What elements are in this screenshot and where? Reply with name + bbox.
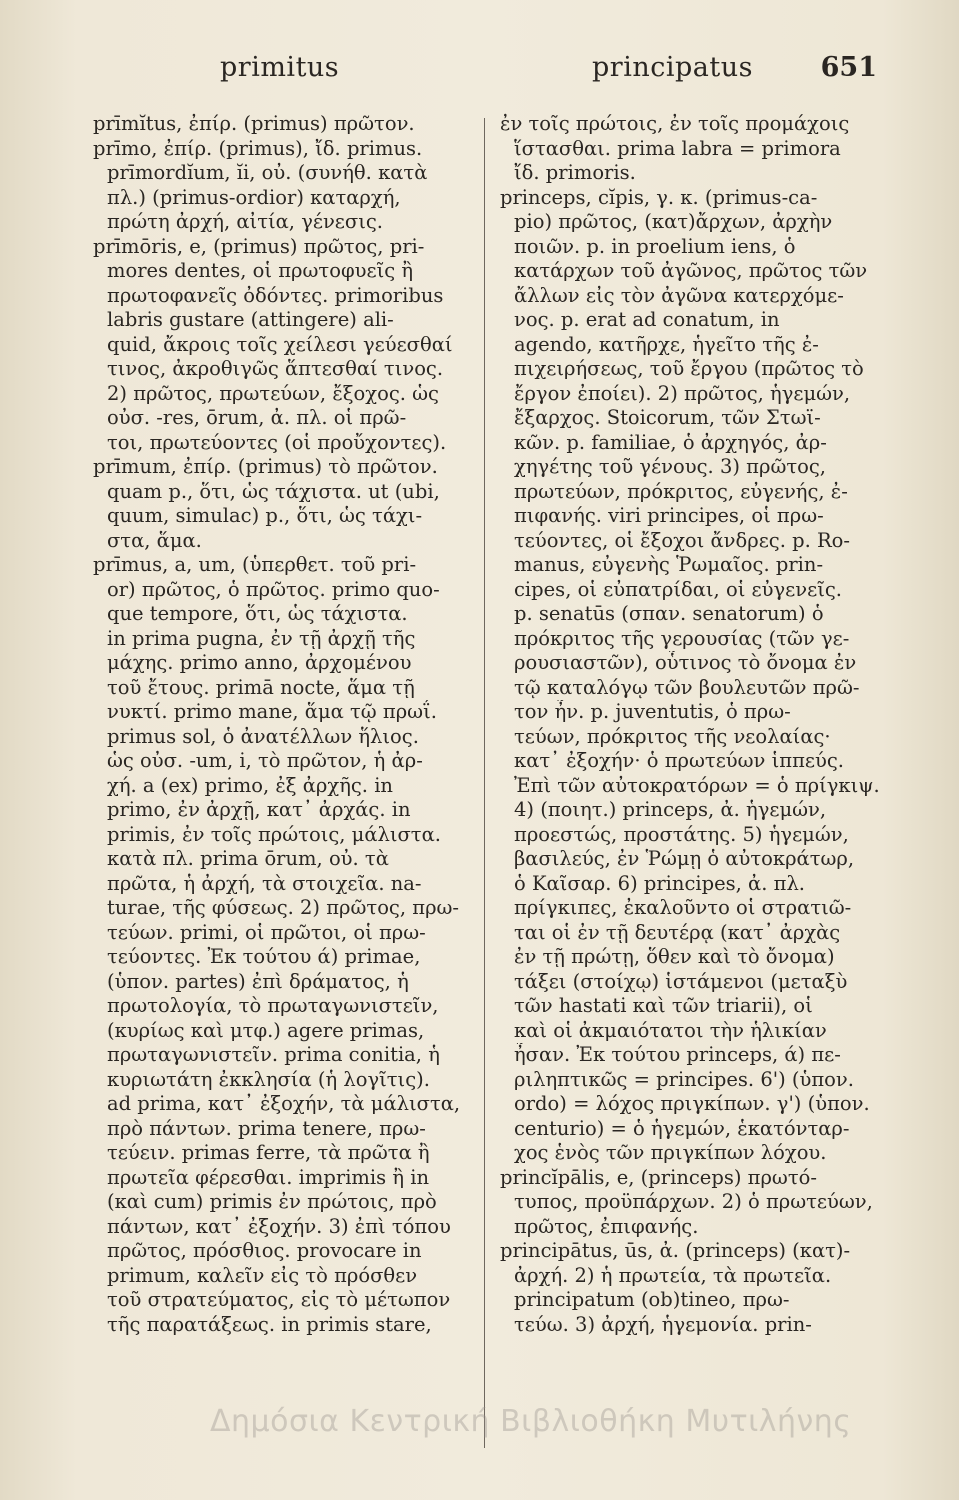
entry-line: πρωτεύων, πρόκριτος, εὐγενής, ἐ- (514, 479, 848, 503)
entry-line: χος ἑνὸς τῶν πριγκίπων λόχου. (514, 1141, 827, 1164)
entry-line: ποιῶν. p. in proelium iens, ὁ (514, 234, 796, 258)
entry-line: p. senatūs (σπαν. senatorum) ὁ (514, 602, 824, 625)
entry-line: κυριωτάτη ἐκκλησία (ἡ λογῖτις). (107, 1067, 430, 1091)
entry-line: primus sol, ὁ ἀνατέλλων ἥλιος. (107, 724, 419, 748)
entry-line: ἔξαρχος. Stoicorum, τῶν Στωϊ- (514, 406, 821, 429)
entry-line: πρωτολογία, τὸ πρωταγωνιστεῖν, (107, 994, 439, 1017)
entry-line: prīmum, ἐπίρ. (primus) τὸ πρῶτον. (93, 455, 438, 478)
entry-line: στα, ἅμα. (107, 528, 202, 552)
entry-line: τυπος, προϋπάρχων. 2) ὁ πρωτεύων, (514, 1190, 873, 1213)
entry-line: τεύοντες. Ἐκ τούτου ά) primae, (107, 945, 421, 968)
header-right-guide-word: principatus (592, 52, 753, 83)
entry-line: labris gustare (attingere) ali- (107, 308, 394, 331)
entry-line: prīmōris, e, (primus) πρῶτος, pri- (93, 234, 425, 258)
entry-line: ται οἱ ἐν τῇ δευτέρᾳ (κατ᾿ ἀρχὰς (514, 920, 841, 944)
entry-line: τοῦ ἔτους. primā nocte, ἅμα τῇ (107, 675, 415, 699)
entry-line: prīmus, a, um, (ὑπερθετ. τοῦ pri- (93, 553, 417, 576)
entry-line: 4) (ποιητ.) princeps, ἀ. ἡγεμών, (514, 798, 827, 821)
entry-line: ὁ Καῖσαρ. 6) principes, ἀ. πλ. (514, 871, 805, 895)
entry-line: quam p., ὅτι, ὡς τάχιστα. ut (ubi, (107, 479, 440, 503)
entry-line: βασιλεύς, ἐν Ῥώμῃ ὁ αὐτοκράτωρ, (514, 847, 855, 870)
entry-line: pio) πρῶτος, (κατ)ἄρχων, ἀρχὴν (514, 210, 833, 233)
entry-line: prīmĭtus, ἐπίρ. (primus) πρῶτον. (93, 112, 415, 135)
entry-line: centurio) = ὁ ἡγεμών, ἑκατόνταρ- (514, 1116, 850, 1140)
entry-line: κῶν. p. familiae, ὁ ἀρχηγός, ἀρ- (514, 430, 827, 454)
entry-line: principatum (ob)tineo, πρω- (514, 1288, 790, 1311)
entry-line: ἄλλων εἰς τὸν ἀγῶνα κατερχόμε- (514, 283, 844, 307)
entry-line: χηγέτης τοῦ γένους. 3) πρῶτος, (514, 455, 826, 478)
entry-line: πρίγκιπες, ἐκαλοῦντο οἱ στρατιῶ- (514, 896, 852, 919)
entry-line: πιφανής. viri principes, οἱ πρω- (514, 504, 824, 527)
entry-line: πρόκριτος τῆς γερουσίας (τῶν γε- (514, 626, 850, 650)
entry-line: τῷ καταλόγῳ τῶν βουλευτῶν πρῶ- (514, 675, 860, 699)
entry-line: προεστώς, προστάτης. 5) ἡγεμών, (514, 822, 849, 846)
entry-line: (ὑπον. partes) ἐπὶ δράματος, ἡ (107, 969, 409, 993)
entry-line: τῆς παρατάξεως. in primis stare, (107, 1312, 432, 1336)
entry-line: primo, ἐν ἀρχῇ, κατ᾿ ἀρχάς. in (107, 798, 411, 821)
entry-line: πρωτεῖα φέρεσθαι. imprimis ἢ in (107, 1165, 430, 1189)
entry-line: quum, simulac) p., ὅτι, ὡς τάχι- (107, 504, 423, 527)
entry-line: ρουσιαστῶν), οὗτινος τὸ ὄνομα ἐν (514, 651, 857, 674)
page-number: 651 (820, 52, 877, 83)
entry-line: (κυρίως καὶ μτφ.) agere primas, (107, 1018, 425, 1042)
entry-line: τάξει (στοίχῳ) ἱστάμενοι (μεταξὺ (514, 969, 848, 993)
entry-line: ριληπτικῶς = principes. 6') (ὑπον. (514, 1067, 854, 1091)
entry-line: τον ἦν. p. juventutis, ὁ πρω- (514, 700, 791, 723)
entry-line: μάχης. primo anno, ἀρχομένου (107, 651, 412, 674)
entry-line: mores dentes, οἱ πρωτοφυεῖς ἢ (107, 259, 414, 282)
entry-line: πρῶτα, ἡ ἀρχή, τὰ στοιχεῖα. na- (107, 871, 422, 895)
entry-line: (καὶ cum) primis ἐν πρώτοις, πρὸ (107, 1190, 437, 1213)
entry-line: principātus, ūs, ἀ. (princeps) (κατ)- (500, 1239, 851, 1262)
page-header (80, 52, 889, 96)
entry-line: πρὸ πάντων. prima tenere, πρω- (107, 1116, 426, 1140)
entry-line: ἀρχή. 2) ἡ πρωτεία, τὰ πρωτεῖα. (514, 1263, 832, 1287)
entry-line: ἔργον ἐποίει). 2) πρῶτος, ἡγεμών, (514, 381, 851, 405)
entry-line: manus, εὐγενὴς Ῥωμαῖος. prin- (514, 553, 824, 576)
entry-line: τεύων, πρόκριτος τῆς νεολαίας· (514, 724, 831, 748)
entry-line: χή. a (ex) primo, ἐξ ἀρχῆς. in (107, 773, 393, 797)
entry-line: κατ᾿ ἐξοχήν· ὁ πρωτεύων ἱππεύς. (514, 749, 844, 772)
entry-line: πιχειρήσεως, τοῦ ἔργου (πρῶτος τὸ (514, 357, 864, 380)
entry-line: πρωτοφανεῖς ὀδόντες. primoribus (107, 283, 444, 307)
entry-line: πρωταγωνιστεῖν. prima conitia, ἡ (107, 1043, 440, 1066)
entry-line: ἴδ. primoris. (514, 161, 636, 184)
entry-line: πρῶτος, ἐπιφανής. (514, 1214, 699, 1238)
entry-line: τοι, πρωτεύοντες (οἱ προὔχοντες). (107, 430, 447, 454)
entry-line: prīmo, ἐπίρ. (primus), ἴδ. primus. (93, 136, 423, 160)
entry-line: Ἐπὶ τῶν αὐτοκρατόρων = ὁ πρίγκιψ. (514, 773, 880, 797)
entry-line: princĭpālis, e, (princeps) πρωτό- (500, 1165, 817, 1189)
entry-line: καὶ οἱ ἀκμαιότατοι τὴν ἡλικίαν (514, 1018, 827, 1042)
entry-line: in prima pugna, ἐν τῇ ἀρχῇ τῆς (107, 626, 416, 650)
entry-line: πρώτη ἀρχή, αἰτία, γένεσις. (107, 210, 383, 233)
entry-line: πάντων, κατ᾿ ἐξοχήν. 3) ἐπὶ τόπου (107, 1214, 451, 1238)
entry-line: cipes, οἱ εὐπατρίδαι, οἱ εὐγενεῖς. (514, 577, 842, 601)
entry-line: ὡς οὐσ. -um, i, τὸ πρῶτον, ἡ ἀρ- (107, 749, 423, 772)
entry-line: prīmordĭum, ĭi, οὐ. (συνήθ. κατὰ (107, 161, 428, 184)
entry-line: τεύω. 3) ἀρχή, ἡγεμονία. prin- (514, 1312, 812, 1336)
entry-line: agendo, κατῆρχε, ἡγεῖτο τῆς ἐ- (514, 332, 819, 356)
entry-line: turae, τῆς φύσεως. 2) πρῶτος, πρω- (107, 896, 460, 919)
header-left-guide-word: primitus (220, 52, 340, 83)
column-divider (484, 118, 485, 1448)
entry-line: τῶν hastati καὶ τῶν triarii), οἱ (514, 994, 813, 1017)
entry-line: οὐσ. -res, ōrum, ἀ. πλ. οἱ πρῶ- (107, 406, 407, 429)
entry-line: νος. p. erat ad conatum, in (514, 308, 780, 331)
entry-line: πρῶτος, πρόσθιος. provocare in (107, 1239, 422, 1262)
library-watermark: Δημόσια Κεντρική Βιβλιοθήκη Μυτιλήνης (210, 1404, 852, 1439)
entry-line: or) πρῶτος, ὁ πρῶτος. primo quo- (107, 577, 440, 601)
entry-line: τεύων. primi, οἱ πρῶτοι, οἱ πρω- (107, 920, 426, 944)
entry-line: τινος, ἀκροθιγῶς ἅπτεσθαί τινος. (107, 357, 444, 380)
entry-line: τεύοντες, οἱ ἔξοχοι ἄνδρες. p. Ro- (514, 528, 851, 552)
entry-line: princeps, cĭpis, γ. κ. (primus-ca- (500, 185, 818, 209)
entry-line: 2) πρῶτος, πρωτεύων, ἔξοχος. ὡς (107, 381, 439, 405)
entry-line: νυκτί. primo mane, ἅμα τῷ πρωΐ. (107, 700, 437, 723)
entry-line: ἦσαν. Ἐκ τούτου princeps, ά) πε- (514, 1043, 841, 1066)
right-column (500, 112, 880, 1337)
entry-line: πλ.) (primus-ordior) καταρχή, (107, 185, 401, 209)
entry-line: ἐν τῇ πρώτῃ, ὅθεν καὶ τὸ ὄνομα) (514, 945, 835, 968)
left-column (93, 112, 471, 1337)
entry-line: primis, ἐν τοῖς πρώτοις, μάλιστα. (107, 822, 441, 846)
entry-line: quid, ἄκροις τοῖς χείλεσι γεύεσθαί (107, 332, 453, 356)
entry-line: κατὰ πλ. prima ōrum, οὐ. τὰ (107, 847, 389, 870)
entry-line: primum, καλεῖν εἰς τὸ πρόσθεν (107, 1263, 418, 1287)
entry-line: τοῦ στρατεύματος, εἰς τὸ μέτωπον (107, 1288, 451, 1311)
entry-line: ἐν τοῖς πρώτοις, ἐν τοῖς προμάχοις (500, 112, 850, 135)
entry-line: τεύειν. primas ferre, τὰ πρῶτα ἢ (107, 1141, 430, 1164)
entry-line: ordo) = λόχος πριγκίπων. γ') (ὑπον. (514, 1092, 870, 1115)
entry-line: ad prima, κατ᾿ ἐξοχήν, τὰ μάλιστα, (107, 1092, 461, 1115)
entry-line: que tempore, ὅτι, ὡς τάχιστα. (107, 602, 408, 625)
entry-line: ἵστασθαι. prima labra = primora (514, 136, 841, 160)
entry-line: κατάρχων τοῦ ἀγῶνος, πρῶτος τῶν (514, 259, 868, 282)
